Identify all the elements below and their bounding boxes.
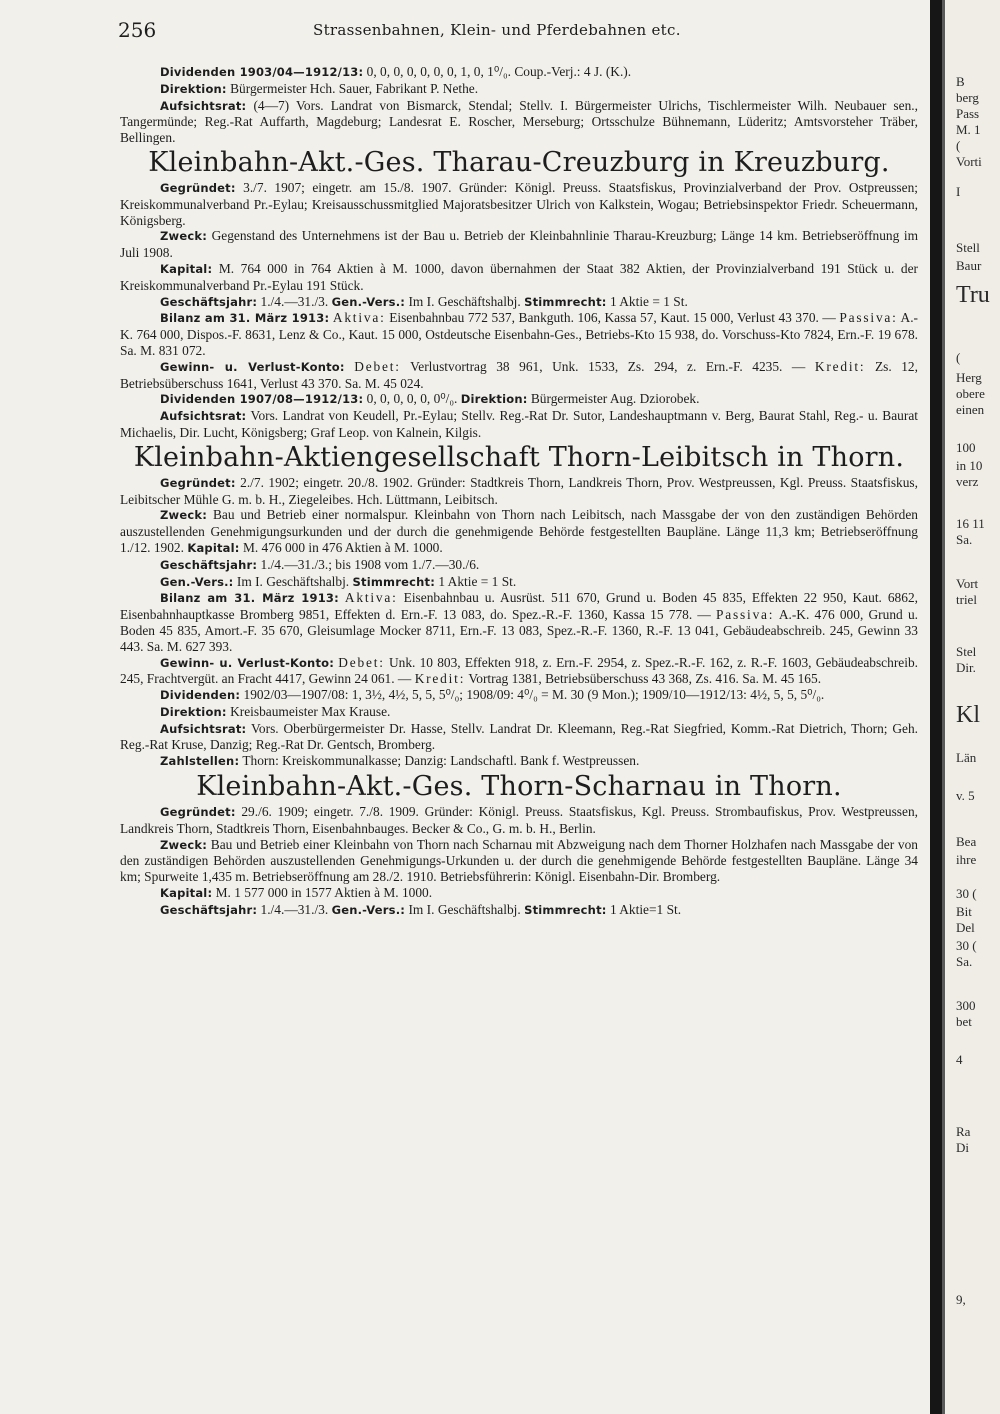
margin-fragment: ( [956,350,961,365]
margin-fragment: ihre [956,852,977,867]
margin-fragment: 4 [956,1052,963,1067]
tharau-gegruendet: Gegründet: 3./7. 1907; eingetr. am 15./8. 1907. Gründer: Königl. Preuss. Staatsfiskus, Provinzialverband der Prov. Ostpreussen; Kreiskommunalverband Pr.-Eylau; Kreisausschussmitglied Majoratsbesitzer Ulrich von Kalkstein, Wogau; Betriebsinspektor Friedr. Scheuermann, Königsberg. [120,179,918,228]
margin-fragment: Stel [956,644,977,659]
margin-fragment: v. 5 [956,788,975,803]
facing-page-edge [946,0,1000,1414]
margin-fragment: M. 1 [956,122,981,137]
intro-direktion: Direktion: Bürgermeister Hch. Sauer, Fabrikant P. Nethe. [160,80,479,96]
margin-fragment: Sa. [956,532,973,547]
margin-fragment: Di [956,1140,969,1155]
margin-fragment: verz [956,474,979,489]
page-number: 256 [118,18,157,42]
scharnau-geschaeftsjahr: Geschäftsjahr: 1./4.—31./3. Gen.-Vers.: Im I. Geschäftshalbj. Stimmrecht: 1 Aktie=1 St. [160,901,682,917]
margin-fragment: B [956,74,965,89]
section-heading-leibitsch: Kleinbahn-Aktiengesellschaft Thorn-Leibitsch in Thorn. [133,441,905,473]
margin-fragment: in 10 [956,458,983,473]
margin-fragment: bet [956,1014,972,1029]
running-header [118,18,918,46]
page-body [120,64,918,919]
margin-fragment: triel [956,592,977,607]
margin-fragment: Vort [956,576,979,591]
margin-fragment: obere [956,386,985,401]
intro-aufsichtsrat: Aufsichtsrat: (4—7) Vors. Landrat von Bismarck, Stendal; Stellv. I. Bürgermeister Ulrichs, Tischlermeister Wilh. Neubauer sen., Tangermünde; Reg.-Rat Auffarth, Magdeburg; Landesrat E. Roscher, Merseburg; Ortsschulze Bühnemann, Lüderitz; Amtsvorsteher Träber, Bellingen. [120,97,918,146]
leibitsch-geschaeftsjahr: Geschäftsjahr: 1./4.—31./3.; bis 1908 vom 1./7.—30./6. [160,556,480,572]
leibitsch-bilanz: Bilanz am 31. März 1913: Aktiva: Eisenbahnbau u. Ausrüst. 511 670, Grund u. Boden 45 835, Effekten 22 950, Kaut. 6862, Eisenbahnhauptkasse Bromberg 9851, Effekten d. Ern.-F. 13 083, do. Spez.-R.-F. 1360, Kassa 15 778. — Passiva: A.-K. 476 000, Grund u. Boden 45 835, Amort.-F. 35 670, Gleisumlage Mocker 8711, Ern.-F. 13 083, Spez.-R.-F. 1360, R.-F. 13 041, Gebäudeabschreib. 245, Gewinn 33 443. Sa. M. 627 393. [120,590,918,654]
margin-fragment: Bea [956,834,977,849]
leibitsch-zweck: Zweck: Bau und Betrieb einer normalspur. Kleinbahn von Thorn nach Leibitsch, nach Massgabe der von den zuständigen Behörden auszustellenden Genehmigungsurkunden und der durch die genehmigende Behörde festgestellten Baupläne. Länge 11,3 km; Betriebseröffnung 1./12. 1902. Kapital: M. 476 000 in 476 Aktien à M. 1000. [120,507,918,555]
margin-fragment: Stell [956,240,980,255]
margin-fragment: Herg [956,370,982,385]
leibitsch-zahlstellen: Zahlstellen: Thorn: Kreiskommunalkasse; Danzig: Landschaftl. Bank f. Westpreussen. [160,753,640,769]
margin-fragment: Vorti [956,154,982,169]
tharau-bilanz: Bilanz am 31. März 1913: Aktiva: Eisenbahnbau 772 537, Bankguth. 106, Kassa 57, Kaut. 15 000, Verlust 43 370. — Passiva: A.-K. 764 000, Dispos.-F. 8631, Lenz & Co., Kaut. 15 000, Ostdeutsche Eisenbahn-Ges., Betriebs-Kto 15 938, do. Vorschuss-Kto 7824, Ern.-F. 19 678. Sa. M. 831 072. [120,310,919,358]
book-gutter-shadow [942,0,945,1414]
margin-fragment: Baur [956,258,982,273]
section-heading-tharau: Kleinbahn-Akt.-Ges. Tharau-Creuzburg in Kreuzburg. [148,146,890,178]
margin-fragment: einen [956,402,985,417]
margin-fragment: Tru [956,282,990,308]
tharau-aufsichtsrat: Aufsichtsrat: Vors. Landrat von Keudell, Pr.-Eylau; Stellv. Reg.-Rat Dr. Sutor, Landeshauptmann v. Berg, Baurat Stahl, Reg.- u. Baurat Michaelis, Dir. Lucht, Königsberg; Graf Leop. von Kalnein, Kilgis. [120,408,918,440]
margin-fragment: 300 [956,998,976,1013]
margin-fragment: Dir. [956,660,976,675]
tharau-kapital: Kapital: M. 764 000 in 764 Aktien à M. 1000, davon übernahmen der Staat 382 Aktien, der Provinzialverband 191 Stück u. der Kreiskommunalverband Pr.-Eylau 191 Stück. [120,260,918,293]
leibitsch-dividenden: Dividenden: 1902/03—1907/08: 1, 3½, 4½, 5, 5, 5⁰/₀; 1908/09: 4⁰/₀ = M. 30 (9 Mon.); 1909/10—1912/13: 4½, 5, 5, 5⁰/₀. [160,687,825,703]
margin-fragment: Bit [956,904,972,919]
margin-fragment: Sa. [956,954,973,969]
tharau-zweck: Zweck: Gegenstand des Unternehmens ist der Bau u. Betrieb der Kleinbahnlinie Tharau-Kreuzburg; Länge 14 km. Betriebseröffnung im Juli 1908. [120,228,918,261]
tharau-geschaeftsjahr: Geschäftsjahr: 1./4.—31./3. Gen.-Vers.: Im I. Geschäftshalbj. Stimmrecht: 1 Aktie = 1 St. [160,293,688,309]
margin-fragment: I [956,184,961,199]
margin-fragment: 30 ( [956,886,977,901]
intro-dividenden: Dividenden 1903/04—1912/13: 0, 0, 0, 0, 0, 0, 0, 1, 0, 1⁰/₀. Coup.-Verj.: 4 J. (K.). [160,64,632,79]
margin-fragment: 16 11 [956,516,985,531]
scharnau-gegruendet: Gegründet: 29./6. 1909; eingetr. 7./8. 1909. Gründer: Königl. Preuss. Staatsfiskus, Kgl. Preuss. Strombaufiskus, Prov. Westpreussen, Landkreis Thorn, Stadtkreis Thorn, Eisenbahnbauges. Becker & Co., G. m. b. H., Berlin. [120,804,918,836]
leibitsch-genvers: Gen.-Vers.: Im I. Geschäftshalbj. Stimmrecht: 1 Aktie = 1 St. [160,573,517,589]
running-title: Strassenbahnen, Klein- und Pferdebahnen etc. [313,21,681,39]
scharnau-kapital: Kapital: M. 1 577 000 in 1577 Aktien à M. 1000. [160,885,433,901]
margin-fragment: Del [956,920,975,935]
margin-fragment: 9, [956,1292,966,1307]
leibitsch-aufsichtsrat: Aufsichtsrat: Vors. Oberbürgermeister Dr. Hasse, Stellv. Landrat Dr. Kleemann, Reg.-Rat Siegfried, Komm.-Rat Dietrich, Thorn; Geh. Reg.-Rat Kruse, Danzig; Reg.-Rat Dr. Gentsch, Bromberg. [120,720,919,753]
book-gutter [930,0,942,1414]
leibitsch-gewinn-verlust: Gewinn- u. Verlust-Konto: Debet: Unk. 10 803, Effekten 918, z. Ern.-F. 2954, z. Spez.-R.-F. 162, z. R.-F. 1603, Gebäudeabschreib. 245, Frachtvergüt. an Fracht 4417, Gewinn 24 061. — Kredit: Vortrag 1381, Betriebsüberschuss 43 368, Zs. 416. Sa. M. 45 165. [120,654,918,687]
margin-fragment: ( [956,138,961,153]
margin-fragment: berg [956,90,979,105]
margin-fragment: 30 ( [956,938,977,953]
margin-fragment: Ra [956,1124,971,1139]
leibitsch-direktion: Direktion: Kreisbaumeister Max Krause. [160,703,391,719]
margin-fragment: Län [956,750,977,765]
scharnau-zweck: Zweck: Bau und Betrieb einer Kleinbahn von Thorn nach Scharnau mit Abzweigung nach dem Thorner Holzhafen nach Massgabe der von den zuständigen Behörden auszustellenden Genehmigungs-Urkunden u. der durch die genehmigende Behörde festgestellten Baupläne. Länge 34 km; Spurweite 1,435 m. Betriebseröffnung am 28./2. 1910. Betriebsführerin: Königl. Eisenbahn-Dir. Bromberg. [120,836,918,885]
margin-fragment: 100 [956,440,976,455]
margin-fragment: Pass [956,106,980,121]
section-heading-scharnau: Kleinbahn-Akt.-Ges. Thorn-Scharnau in Thorn. [196,771,842,803]
margin-fragment: Kl [956,702,980,728]
tharau-dividenden: Dividenden 1907/08—1912/13: 0, 0, 0, 0, 0, 0⁰/₀. Direktion: Bürgermeister Aug. Dziorobek. [160,391,700,407]
leibitsch-gegruendet: Gegründet: 2./7. 1902; eingetr. 20./8. 1902. Gründer: Stadtkreis Thorn, Landkreis Thorn, Prov. Westpreussen, Kgl. Preuss. Staatsfiskus, Leibitscher Mühle G. m. b. H., Ziegeleibes. Hch. Lüttmann, Leibitsch. [120,474,918,507]
tharau-gewinn-verlust: Gewinn- u. Verlust-Konto: Debet: Verlustvortrag 38 961, Unk. 1533, Zs. 294, z. Ern.-F. 4235. — Kredit: Zs. 12, Betriebsüberschuss 1641, Verlust 43 370. Sa. M. 45 024. [120,358,918,391]
